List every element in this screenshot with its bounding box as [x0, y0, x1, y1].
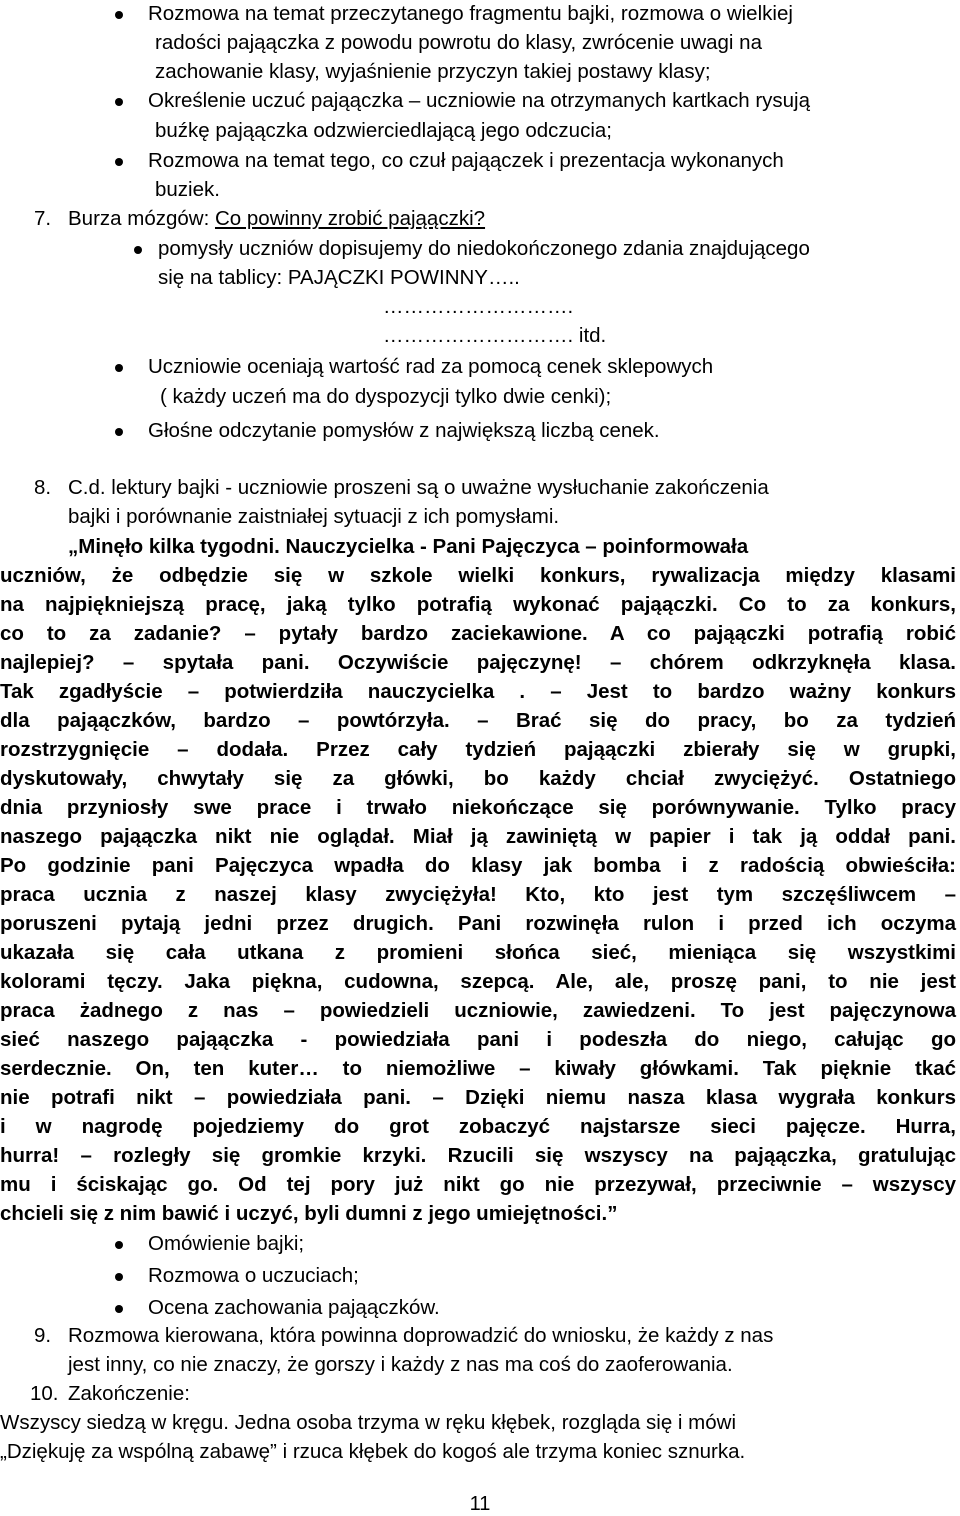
bullet-icon [115, 1305, 123, 1313]
step-number: 8. [34, 476, 52, 499]
story-line: Po godzinie pani Pajęczyca wpadła do klasy jak bomba i z radością obwieściła: [0, 854, 956, 877]
bullet-icon [115, 11, 123, 19]
text-line: buźkę pająączka odzwierciedlającą jego odczucia; [155, 119, 612, 142]
text-line: radości pająączka z powodu powrotu do klasy, zwrócenie uwagi na [155, 31, 762, 54]
story-line: co to za zadanie? – pytały bardzo zaciekawione. A co pająączki potrafią robić [0, 622, 956, 645]
story-line: hurra! – rozległy się gromkie krzyki. Rzucili się wszyscy na pająączka, gratulując [0, 1144, 956, 1167]
text-line: Ocena zachowania pająączków. [148, 1296, 440, 1319]
story-line: kolorami tęczy. Jaka piękna, cudowna, szepcą. Ale, ale, proszę pani, to nie jest [0, 970, 956, 993]
text-line: zachowanie klasy, wyjaśnienie przyczyn takiej postawy klasy; [155, 60, 711, 83]
story-line: uczniów, że odbędzie się w szkole wielki konkurs, rywalizacja między klasami [0, 564, 956, 587]
story-line: ukazała się cała utkana z promieni słońca sieć, mieniąca się wszystkimi [0, 941, 956, 964]
story-line: nie potrafi nikt – powiedziała pani. – Dzięki niemu nasza klasa wygrała konkurs [0, 1086, 956, 1109]
story-line: serdecznie. On, ten kuter… to niemożliwe – kiwały główkami. Tak pięknie tkać [0, 1057, 956, 1080]
closing-line: Wszyscy siedzą w kręgu. Jedna osoba trzyma w ręku kłębek, rozgląda się i mówi [0, 1411, 737, 1434]
story-line: rozstrzygnięcie – dodała. Przez cały tydzień pająączki zbierały się w grupki, [0, 738, 956, 761]
bullet-icon [115, 428, 123, 436]
page-number: 11 [469, 1493, 491, 1515]
story-line: mu i ściskając go. Od tej pory już nikt go nie przezywał, przeciwnie – wszyscy [0, 1173, 956, 1196]
text-line: się na tablicy: PAJĄCZKI POWINNY….. [158, 266, 520, 289]
story-line: Tak zgadłyście – potwierdziła nauczycielka . – Jest to bardzo ważny konkurs [0, 680, 956, 703]
step-label: Zakończenie: [68, 1382, 190, 1405]
story-line: „Minęło kilka tygodni. Nauczycielka - Pani Pajęczyca – poinformowała [68, 535, 749, 558]
text-line: bajki i porównanie zaistniałej sytuacji z ich pomysłami. [68, 505, 560, 528]
text-line: C.d. lektury bajki - uczniowie proszeni są o uważne wysłuchanie zakończenia [68, 476, 769, 499]
step-title: Co powinny zrobić pająączki? [214, 207, 486, 230]
text-line: buziek. [155, 178, 220, 201]
story-line: i w nagrodę pojedziemy do grot zobaczyć najstarsze sieci pajęcze. Hurra, [0, 1115, 956, 1138]
text-line: Rozmowa na temat tego, co czuł pająączek i prezentacja wykonanych [148, 149, 784, 172]
closing-line: „Dziękuję za wspólną zabawę” i rzuca kłębek do kogoś ale trzyma koniec sznurka. [0, 1440, 746, 1463]
story-line: praca ucznia z naszej klasy zwyciężyła! Kto, kto jest tym szczęśliwcem – [0, 883, 956, 906]
dots-line: ………………………. [383, 295, 574, 318]
text-line: Uczniowie oceniają wartość rad za pomocą cenek sklepowych [148, 355, 714, 378]
dots-line: ………………………. itd. [383, 324, 607, 347]
story-line: dyskutowały, chwytały się za główki, bo każdy chciał zwyciężyć. Ostatniego [0, 767, 956, 790]
story-line: na najpiękniejszą pracę, jaką tylko potrafią wykonać pająączki. Co to za konkurs, [0, 593, 956, 616]
text-line: Rozmowa kierowana, która powinna doprowadzić do wniosku, że każdy z nas [68, 1324, 774, 1347]
bullet-icon [115, 1241, 123, 1249]
text-line: Rozmowa na temat przeczytanego fragmentu bajki, rozmowa o wielkiej [148, 2, 793, 25]
step-number: 9. [34, 1324, 52, 1347]
bullet-icon [115, 158, 123, 166]
story-line: dla pająączków, bardzo – powtórzyła. – Brać się do pracy, bo za tydzień [0, 709, 956, 732]
bullet-icon [115, 98, 123, 106]
bullet-icon [134, 246, 142, 254]
story-line: sieć naszego pająączka - powiedziała pani i podeszła do niego, całując go [0, 1028, 956, 1051]
story-line: najlepiej? – spytała pani. Oczywiście pajęczynę! – chórem odkrzyknęła klasa. [0, 651, 956, 674]
text-line: Rozmowa o uczuciach; [148, 1264, 359, 1287]
story-line: praca żadnego z nas – powiedzieli uczniowie, zawiedzeni. To jest pajęczynowa [0, 999, 956, 1022]
story-line: naszego pająączka nikt nie oglądał. Miał ją zawiniętą w papier i tak ją oddał pani. [0, 825, 956, 848]
bullet-icon [115, 1273, 123, 1281]
text-line: Omówienie bajki; [148, 1232, 305, 1255]
story-line: poruszeni pytają jedni przez drugich. Pani rozwinęła rulon i przed ich oczyma [0, 912, 956, 935]
bullet-icon [115, 364, 123, 372]
text-line: pomysły uczniów dopisujemy do niedokończonego zdania znajdującego [158, 237, 810, 260]
step-number: 7. [34, 207, 52, 230]
text-line: jest inny, co nie znaczy, że gorszy i każdy z nas ma coś do zaoferowania. [68, 1353, 733, 1376]
text-line: ( każdy uczeń ma do dyspozycji tylko dwie cenki); [160, 385, 612, 408]
step-heading [68, 204, 960, 233]
text-line: Głośne odczytanie pomysłów z największą liczbą cenek. [148, 419, 660, 442]
step-label: Burza mózgów: [68, 207, 215, 230]
step-number: 10. [30, 1382, 59, 1405]
story-line: dnia przyniosły swe prace i trwało niekończące się porównywanie. Tylko pracy [0, 796, 956, 819]
text-line: Określenie uczuć pająączka – uczniowie na otrzymanych kartkach rysują [148, 89, 810, 112]
story-line: chcieli się z nim bawić i uczyć, byli dumni z jego umiejętności.” [0, 1202, 618, 1225]
